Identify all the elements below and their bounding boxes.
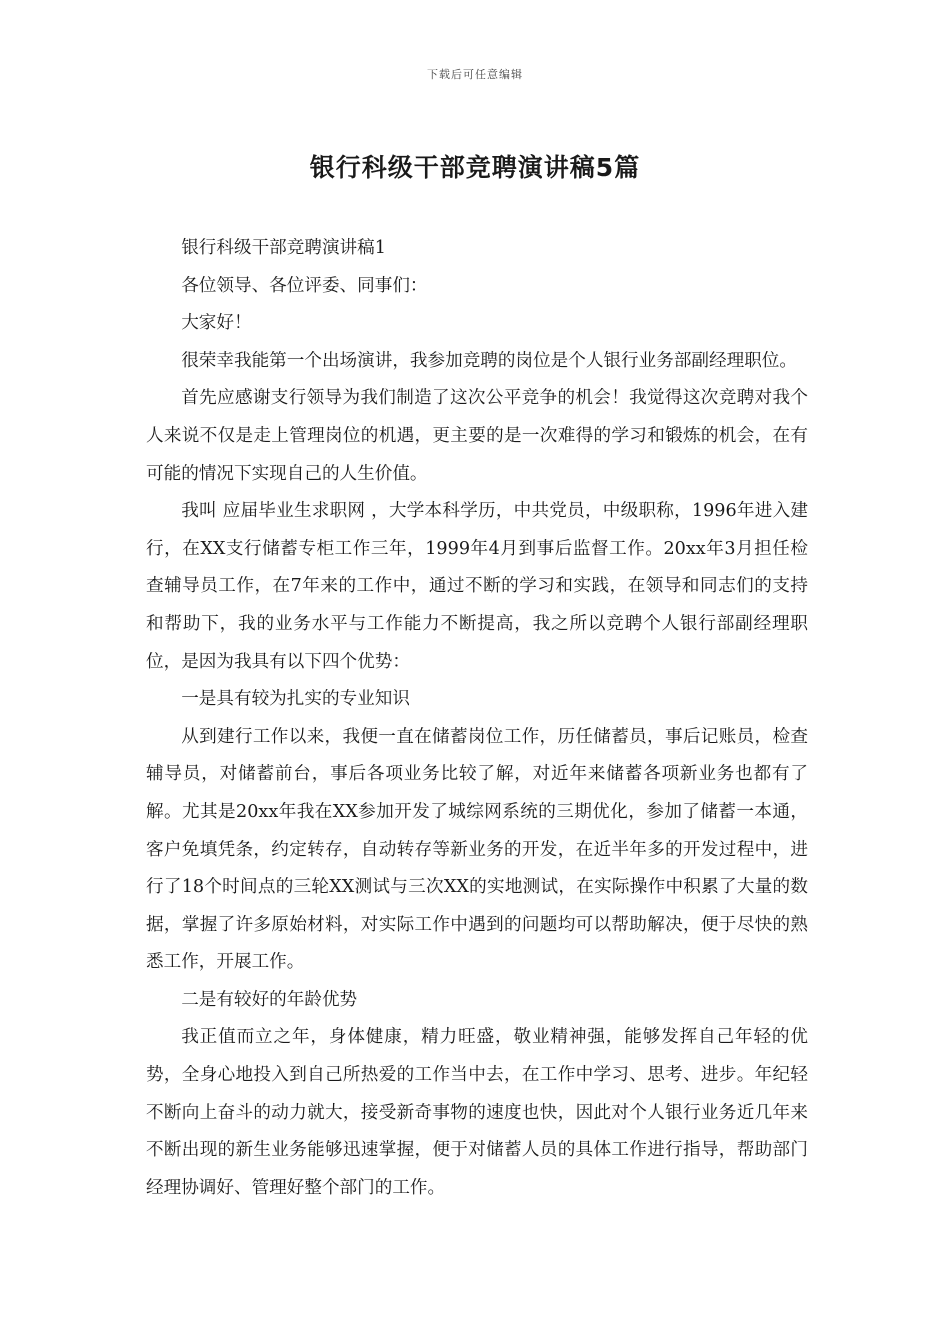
body-paragraph: 从到建行工作以来，我便一直在储蓄岗位工作，历任储蓄员，事后记账员，检查辅导员，对储蓄前台，事后各项业务比较了解，对近年来储蓄各项新业务也都有了解。尤其是20xx年我在XX参加开发了城综网系统的三期优化，参加了储蓄一本通，客户免填凭条，约定转存，自动转存等新业务的开发，在近半年多的开发过程中，进行了18个时间点的三轮XX测试与三次XX的实地测试，在实际操作中积累了大量的数据，掌握了许多原始材料，对实际工作中遇到的问题均可以帮助解决，便于尽快的熟悉工作，开展工作。	[146, 726, 808, 973]
document-body	[146, 230, 808, 1207]
body-paragraph: 很荣幸我能第一个出场演讲，我参加竞聘的岗位是个人银行业务部副经理职位。	[181, 350, 797, 371]
document-title: 银行科级干部竞聘演讲稿5篇	[309, 153, 641, 182]
subheading: 二是有较好的年龄优势	[181, 989, 358, 1010]
greeting: 大家好！	[181, 313, 252, 334]
salutation: 各位领导、各位评委、同事们：	[181, 275, 428, 296]
body-paragraph: 首先应感谢支行领导为我们制造了这次公平竞争的机会！我觉得这次竞聘对我个人来说不仅是走上管理岗位的机遇，更主要的是一次难得的学习和锻炼的机会，在有可能的情况下实现自己的人生价值。	[146, 388, 808, 484]
subheading: 一是具有较为扎实的专业知识	[181, 689, 410, 710]
header-note: 下载后可任意编辑	[427, 68, 523, 81]
body-paragraph: 我叫 应届毕业生求职网 ，大学本科学历，中共党员，中级职称，1996年进入建行，在XX支行储蓄专柜工作三年，1999年4月到事后监督工作。20xx年3月担任检查辅导员工作，在7年来的工作中，通过不断的学习和实践，在领导和同志们的支持和帮助下，我的业务水平与工作能力不断提高，我之所以竞聘个人银行部副经理职位，是因为我具有以下四个优势：	[146, 501, 808, 672]
section-heading: 银行科级干部竞聘演讲稿1	[181, 238, 386, 258]
body-paragraph: 我正值而立之年，身体健康，精力旺盛，敬业精神强，能够发挥自己年轻的优势，全身心地投入到自己所热爱的工作当中去，在工作中学习、思考、进步。年纪轻不断向上奋斗的动力就大，接受新奇事物的速度也快，因此对个人银行业务近几年来不断出现的新生业务能够迅速掌握，便于对储蓄人员的具体工作进行指导，帮助部门经理协调好、管理好整个部门的工作。	[146, 1027, 808, 1198]
